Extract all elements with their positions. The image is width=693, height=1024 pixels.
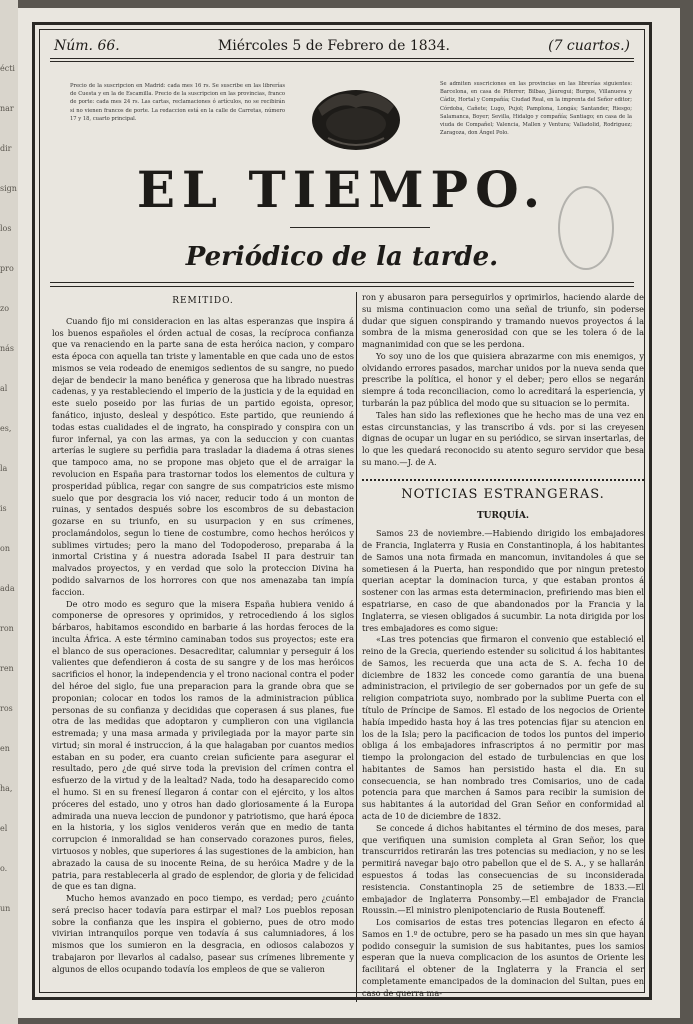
article-paragraph: De otro modo es seguro que la misera España hubiera venido á componerse de opresores y oprimidos, y retrocediendo á los siglos bárbaros, habitamos escondido en barbarie á las hordas feroces de la inculta África. A este término caminaban todos sus proyectos; este era el blanco de sus operaciones. Desacreditar, calumniar y perseguir á los valientes que defendieron á costa de su sangre y de los mas heróicos sacrificios el honor, la independencia y el trono nacional contra el poder del héroe del siglo, fue una preparacion para la grande obra que se proponian; colocar en todos los ramos de la administracion pública personas de su confianza y decididas que coperasen á sus planes, fue otra de las medidas que adoptaron y cumplieron con una vigilancia estremada; y una masa armada y privilegiada por la mayor parte sin virtud; sin moral é instruccion, á la que halagaban por cuantos medios estaban en su poder, era cuanto creian suficiente para asegurar el resultado, pero ¿de qué sirve toda la prevision del crímen contra el esfuerzo de la virtud y de la lealtad? Nada, todo ha desaparecido como el humo. Si en su frenesí llegaron á contar con el ejército, y los altos próceres del estado, uno y otros han dado gloriosamente á la Europa admirada una nueva leccion de pundonor y patriotismo, que hará época en la historia, y los siglos venideros verán que en medio de tanta corrupcion é inmoralidad se han conservado corazones puros, fieles, virtuosos y nobles, que superiores á las sugestiones de la ambicion, han abrazado la causa de su inocente Reina, de su heróica Madre y de la patria, para restablecerla al grado de esplendor, de gloria y de felicidad de que es tan digna.	[52, 598, 354, 892]
newspaper-page	[18, 8, 680, 1018]
newspaper-title: EL TIEMPO.	[136, 160, 548, 219]
right-column	[362, 292, 644, 1004]
dateline-rule	[50, 58, 634, 59]
article-paragraph: Cuando fijo mi consideracion en las altas esperanzas que inspira á los buenos españoles el órden actual de cosas, la recíproca confianza que va renaciendo en la parte sana de esta heróica nacion, y comparo esta época con aquella tan triste y lamentable en que cada uno de estos mismos se veia rodeado de enemigos sedientos de su sangre, no puedo dejar de bendecir la mano benéfica y generosa que ha librado nuestras cadenas, y ya restableciendo el imperio de la justicia y de la equidad en este suelo poseido por las furias de un partido egoista, opresor, fanático, injusto, desleal y despótico. Este partido, que reuniendo á todas estas cualidades el de ingrato, ha conspirado y conspira con un furor infernal, ya con las armas, ya con la seduccion y con cuantas arterías le sugiere su perfidia para trasladar la diadema á otras sienes que tampoco ama, no se propone mas objeto que el de arraigar la revolucion en España para trastornar todos los elementos de cultura y prosperidad pública, regar con sangre de sus compatricios este mismo suelo que por desgracia los vió nacer, reducir todo á un monton de ruinas, y sentados después sobre los escombros de su debastacion gozarse en su triunfo, en su usurpacion y en sus crímenes, proclamándolos, segun lo tiene de costumbre, como hechos heróicos y sublimes virtudes; pero la mano del Todopoderoso, preparaba á la inmortal Cristina y á nuestra adorada Isabel II para destruir tan malvados proyectos, y en verdad que solo la proteccion Divina ha podido salvarnos de los horrores con que nos amenazaba tan impía faccion.	[52, 315, 354, 597]
margin-fragment: on	[0, 544, 10, 553]
margin-fragment: un	[0, 904, 11, 913]
margin-fragment: es,	[0, 424, 12, 433]
newspaper-subtitle: Periódico de la tarde.	[185, 242, 499, 272]
article-paragraph: «Las tres potencias que firmaron el convenio que estableció el reino de la Grecia, queriendo estender su solicitud á los habitantes de Samos, les recuerda que una acta de S. A. fecha 10 de diciembre de 1832 les concede como garantía de una buena administracion, el privilegio de ser gobernados por un gefe de su religion compatriota suyo, nombrado por la sublime Puerta con el título de Príncipe de Samos. El estado de los negocios de Oriente había impedido hasta hoy á las tres potencias fijar su atencion en los de la Isla; pero la pacificacion de todos los puntos del imperio obliga á los embajadores infrascriptos á no permitir por mas tiempo la prolongacion del estado de turbulencias en que los habitantes de Samos han persistido hasta el dia. En su consecuencia, se han nombrado tres Comisarios, uno de cada potencia para que marchen á Samos para recibir la sumision de sus habitantes á la autoridad del Gran Señor en conformidad al acta de 10 de diciembre de 1832.	[362, 634, 644, 822]
title-underline	[290, 227, 430, 228]
margin-fragment: ha,	[0, 784, 13, 793]
adjacent-page-edge	[0, 0, 18, 1024]
header-rule-double	[50, 286, 634, 287]
margin-fragment: la	[0, 464, 8, 473]
masthead-emblem-icon	[308, 78, 404, 158]
foreign-news-heading: NOTICIAS ESTRANGERAS.	[401, 486, 605, 502]
article-paragraph: Los comisarios de estas tres potencias llegaron en efecto á Samos en 1.º de octubre, pero se ha pasado un mes sin que hayan podido conseguir la sumision de sus habitantes, pues los samios esperan que la nueva complicacion de los asuntos de Oriente les facilitará el obtener de la Inglaterra y la Francia el ser completamente emancipados de la dominacion del Sultan, pues en caso de guerra ma-	[362, 917, 644, 998]
margin-fragment: ron	[0, 624, 14, 633]
margin-fragment: ada	[0, 584, 15, 593]
margin-fragment: ros	[0, 704, 13, 713]
masthead-dateline	[54, 36, 630, 56]
issue-number: Núm. 66.	[54, 38, 120, 54]
margin-fragment: o.	[0, 864, 8, 873]
turkey-subheading: TURQUÍA.	[476, 510, 530, 521]
margin-fragment: en	[0, 744, 10, 753]
article-paragraph: ron y abusaron para perseguirlos y oprimirlos, haciendo alarde de su misma continuacion como una señal de triunfo, sin poderse dudar que siguen conspirando y tramando nuevos proyectos á la sombra de la misma generosidad con que se les tolera ó de la magnanimidad con que se les perdona.	[362, 292, 644, 350]
left-column	[52, 292, 354, 1004]
article-paragraph: Tales han sido las reflexiones que he hecho mas de una vez en estas circunstancias, y las transcribo á vds. por si las creyesen dignas de ocupar un lugar en su periódico, se sirvan insertarlas, de lo que les quedará reconocido su atento seguro servidor que besa su mano.—J. de A.	[362, 409, 644, 467]
margin-fragment: el	[0, 824, 8, 833]
dateline-rule-double	[50, 61, 634, 62]
article-paragraph: Mucho hemos avanzado en poco tiempo, es verdad; pero ¿cuánto será preciso hacer todavía para estirpar el mal? Los pueblos reposan sobre la confianza que les inspira el gobierno, pues de otro modo vivirian intranquilos porque ven todavía á sus calumniadores, á los mismos que los sumieron en la desgracia, en odiosos calabozos y trabajaron por llevarlos al cadalso, pasear sus crímenes libremente y algunos de ellos ocupando todavía los empleos de que se valieron	[52, 893, 354, 974]
article-paragraph: Samos 23 de noviembre.—Habiendo dirigido los embajadores de Francia, Inglaterra y Rusia en Constantinopla, á los habitantes de Samos una nota firmada en mancomun, invitandoles á que se sometiesen á la Puerta, han respondido que por ningun pretesto querian aceptar la dominacion turca, y que estaban prontos á sostener con las armas esta determinacion, prefiriendo mas bien el espatriarse, en caso de que abandonados por la Francia y la Inglaterra, se viesen obligados á sucumbir. La nota dirigida por los tres embajadores es como sigue:	[362, 528, 644, 633]
margin-fragment: is	[0, 504, 7, 513]
margin-fragment: pro	[0, 264, 14, 273]
issue-price: (7 cuartos.)	[548, 38, 630, 54]
column-divider	[356, 292, 357, 1002]
margin-fragment: sign	[0, 184, 17, 193]
margin-fragment: dir	[0, 144, 12, 153]
margin-fragment: ren	[0, 664, 14, 673]
margin-fragment: al	[0, 384, 8, 393]
margin-fragment: nás	[0, 344, 15, 353]
article-paragraph: Yo soy uno de los que quisiera abrazarme con mis enemigos, y olvidando errores pasados, marchar unidos por la nueva senda que prescribe la política, el honor y el deber; pero ellos se negarán siempre á toda reconciliacion, como lo acreditará la esperiencia, y turbarán la paz pública del modo que su situacion se lo permita.	[362, 350, 644, 409]
library-stamp-icon	[558, 186, 614, 270]
article-paragraph: Se concede á dichos habitantes el término de dos meses, para que verifiquen una sumision completa al Gran Señor, los que transcurridos retirarán las tres potencias su mediacion, y no se les permitirá navegar bajo otro pabellon que el de S. A., y se hallarán espuestos á todas las consecuencias de su inconsiderada resistencia. Constantinopla 25 de setiembre de 1833.—El embajador de Inglaterra Ponsomby.—El embajador de Francia Roussin.—El ministro plenipotenciario de Rusia Bouteneff.	[362, 822, 644, 916]
header-rule	[50, 282, 634, 283]
page-border-frame	[32, 22, 652, 1000]
margin-fragment: nar	[0, 104, 14, 113]
margin-fragment: zo	[0, 304, 10, 313]
section-dotted-rule	[362, 479, 644, 481]
margin-fragment: écti	[0, 64, 15, 73]
subscription-info-right: Se admiten suscriciones en las provincias en las librerías siguientes: Barcelona, en casa de Piferrer; Bilbao, Jáuregui; Burgos, Villanueva y Cádiz, Hortal y Compañía; Ciudad Real, en la imprenta del Señor editor; Córdoba, Cañete; Lugo, Pujol; Pamplona, Longás; Santander, Riesgo; Salamanca, Boyer; Sevilla, Hidalgo y compañía; Santiago; en casa de la viuda de Compañel; Valencia, Mallen y Ventura; Valladolid, Rodriguez; Zaragoza, don Ángel Polo.	[440, 81, 632, 137]
subscription-info-left: Precio de la suscripcion en Madrid: cada mes 16 rs. Se suscribe en las librerías de Cuesta y en la de Escamilla. Precio de la suscripcion en las provincias, franco de porte: cada mes 24 rs. Las cartas, reclamaciones ó artículos, no se recibirán si no vienen francos de porte. La redaccion está en la calle de Carretas, número 17 y 18, cuarto principal.	[70, 83, 285, 122]
margin-fragment: los	[0, 224, 12, 233]
issue-date: Miércoles 5 de Febrero de 1834.	[217, 38, 450, 54]
page-border-inner	[39, 29, 645, 998]
remitido-heading: REMITIDO.	[172, 296, 234, 306]
